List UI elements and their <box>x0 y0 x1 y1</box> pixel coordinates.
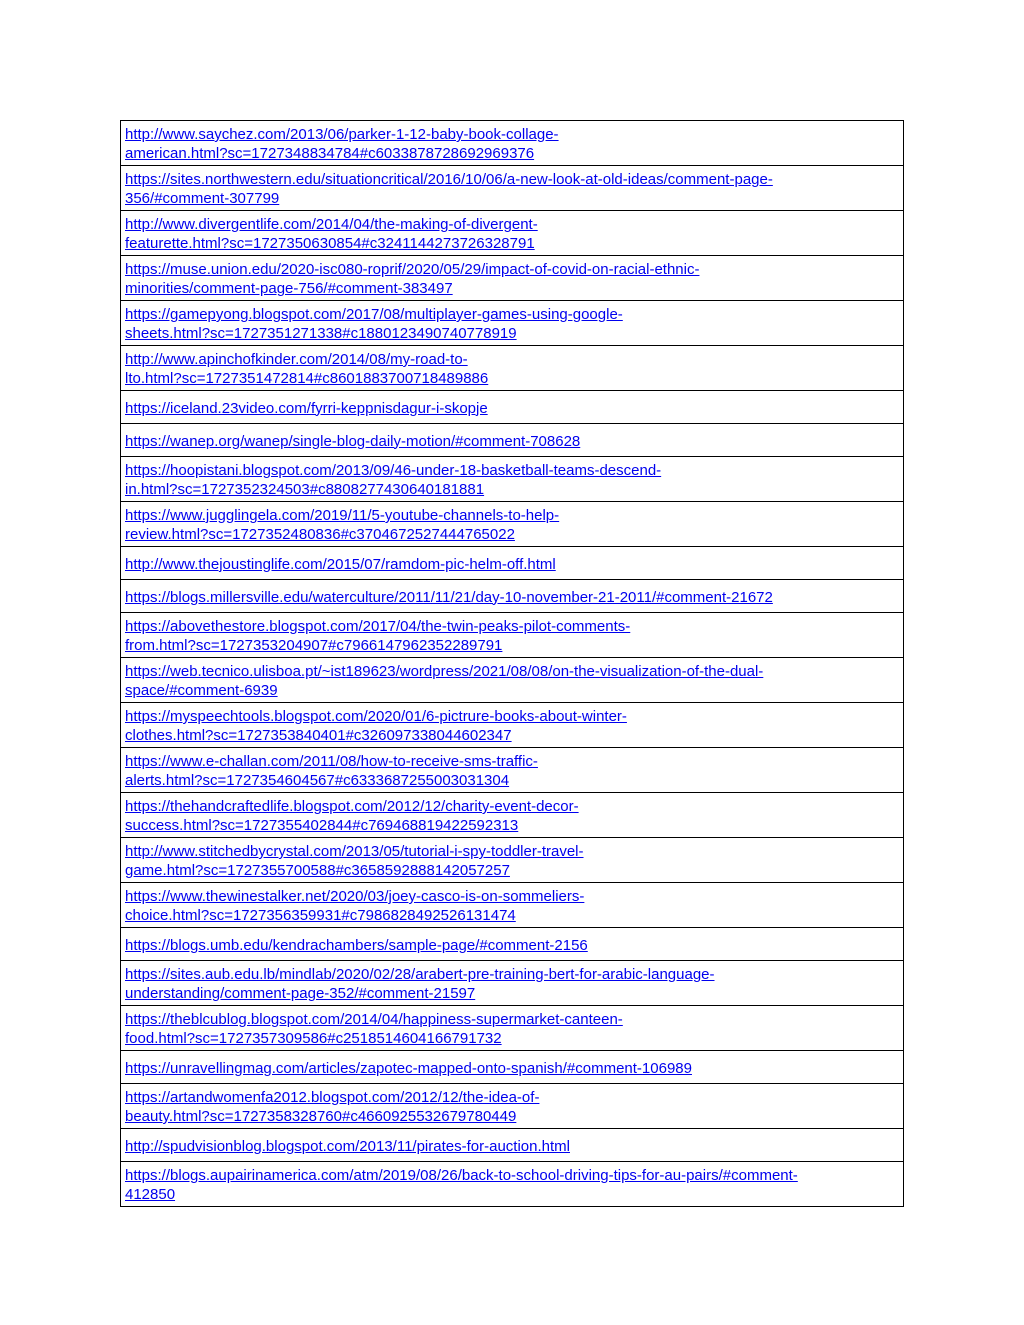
table-row <box>121 211 904 256</box>
url-link-line: sheets.html?sc=1727351271338#c1880123490740778919 <box>125 325 517 342</box>
url-link[interactable] <box>125 662 899 700</box>
url-link-line: http://www.saychez.com/2013/06/parker-1-12-baby-book-collage- <box>125 126 559 143</box>
table-row <box>121 391 904 424</box>
url-link[interactable] <box>125 797 899 835</box>
url-link-line: beauty.html?sc=1727358328760#c4660925532679780449 <box>125 1108 517 1125</box>
url-link[interactable] <box>125 965 899 1003</box>
table-cell <box>121 424 904 457</box>
table-cell <box>121 166 904 211</box>
table-row <box>121 424 904 457</box>
url-link-line: https://unravellingmag.com/articles/zapotec-mapped-onto-spanish/#comment-106989 <box>125 1059 692 1077</box>
url-link[interactable] <box>125 842 899 880</box>
table-row <box>121 1006 904 1051</box>
table-cell <box>121 1051 904 1084</box>
url-link-line: http://www.thejoustinglife.com/2015/07/ramdom-pic-helm-off.html <box>125 555 556 573</box>
url-link-line: american.html?sc=1727348834784#c6033878728692969376 <box>125 145 535 162</box>
link-table <box>120 120 904 1207</box>
url-link[interactable] <box>125 555 899 574</box>
table-row <box>121 613 904 658</box>
url-link[interactable] <box>125 260 899 298</box>
table-row <box>121 301 904 346</box>
url-link-line: https://thehandcraftedlife.blogspot.com/2012/12/charity-event-decor- <box>125 798 579 815</box>
url-link[interactable] <box>125 461 899 499</box>
url-link-line: https://blogs.millersville.edu/waterculture/2011/11/21/day-10-november-21-2011/#comment-21672 <box>125 588 773 606</box>
url-link-line: https://artandwomenfa2012.blogspot.com/2012/12/the-idea-of- <box>125 1089 540 1106</box>
table-cell <box>121 391 904 424</box>
table-cell <box>121 502 904 547</box>
url-link-line: https://web.tecnico.ulisboa.pt/~ist189623/wordpress/2021/08/08/on-the-visualization-of-the-dual- <box>125 663 764 680</box>
table-row <box>121 883 904 928</box>
table-cell <box>121 703 904 748</box>
table-row <box>121 1051 904 1084</box>
table-cell <box>121 457 904 502</box>
table-row <box>121 1084 904 1129</box>
table-cell <box>121 1162 904 1207</box>
url-link-line: http://spudvisionblog.blogspot.com/2013/11/pirates-for-auction.html <box>125 1137 570 1155</box>
table-row <box>121 1162 904 1207</box>
table-row <box>121 703 904 748</box>
url-link[interactable] <box>125 170 899 208</box>
table-row <box>121 121 904 166</box>
url-link[interactable] <box>125 215 899 253</box>
url-link-line: featurette.html?sc=1727350630854#c3241144273726328791 <box>125 235 535 252</box>
url-link-line: https://sites.northwestern.edu/situationcritical/2016/10/06/a-new-look-at-old-ideas/comment-page- <box>125 171 773 188</box>
url-link-line: https://blogs.aupairinamerica.com/atm/2019/08/26/back-to-school-driving-tips-for-au-pairs/#comment- <box>125 1167 798 1184</box>
url-link[interactable] <box>125 1137 899 1156</box>
url-link-line: in.html?sc=1727352324503#c8808277430640181881 <box>125 481 485 498</box>
url-link-line: http://www.divergentlife.com/2014/04/the-making-of-divergent- <box>125 216 538 233</box>
table-cell <box>121 1006 904 1051</box>
table-cell <box>121 658 904 703</box>
table-row <box>121 502 904 547</box>
url-link[interactable] <box>125 350 899 388</box>
url-link[interactable] <box>125 432 899 451</box>
url-link-line: from.html?sc=1727353204907#c7966147962352289791 <box>125 637 503 654</box>
url-link-line: https://wanep.org/wanep/single-blog-daily-motion/#comment-708628 <box>125 432 581 450</box>
url-link-line: success.html?sc=1727355402844#c769468819422592313 <box>125 817 519 834</box>
url-link-line: alerts.html?sc=1727354604567#c6333687255003031304 <box>125 772 510 789</box>
table-row <box>121 961 904 1006</box>
table-row <box>121 658 904 703</box>
url-link[interactable] <box>125 1059 899 1078</box>
table-cell <box>121 346 904 391</box>
url-link-line: understanding/comment-page-352/#comment-21597 <box>125 985 476 1002</box>
table-cell <box>121 748 904 793</box>
link-table-body <box>121 121 904 1207</box>
url-link-line: food.html?sc=1727357309586#c2518514604166791732 <box>125 1030 502 1047</box>
url-link-line: space/#comment-6939 <box>125 682 278 699</box>
table-cell <box>121 547 904 580</box>
table-row <box>121 1129 904 1162</box>
url-link-line: review.html?sc=1727352480836#c3704672527444765022 <box>125 526 515 543</box>
table-cell <box>121 793 904 838</box>
table-cell <box>121 1084 904 1129</box>
url-link[interactable] <box>125 399 899 418</box>
url-link-line: https://blogs.umb.edu/kendrachambers/sample-page/#comment-2156 <box>125 936 588 954</box>
url-link-line: https://gamepyong.blogspot.com/2017/08/multiplayer-games-using-google- <box>125 306 623 323</box>
url-link-line: https://hoopistani.blogspot.com/2013/09/46-under-18-basketball-teams-descend- <box>125 462 662 479</box>
url-link-line: https://muse.union.edu/2020-isc080-roprif/2020/05/29/impact-of-covid-on-racial-ethnic- <box>125 261 700 278</box>
url-link-line: lto.html?sc=1727351472814#c8601883700718489886 <box>125 370 489 387</box>
url-link-line: https://iceland.23video.com/fyrri-keppnisdagur-i-skopje <box>125 399 488 417</box>
table-cell <box>121 961 904 1006</box>
url-link-line: https://abovethestore.blogspot.com/2017/04/the-twin-peaks-pilot-comments- <box>125 618 631 635</box>
table-cell <box>121 256 904 301</box>
table-row <box>121 457 904 502</box>
url-link-line: http://www.apinchofkinder.com/2014/08/my-road-to- <box>125 351 468 368</box>
url-link-line: https://www.e-challan.com/2011/08/how-to-receive-sms-traffic- <box>125 753 538 770</box>
table-cell <box>121 211 904 256</box>
url-link[interactable] <box>125 125 899 163</box>
table-row <box>121 166 904 211</box>
url-link-line: https://sites.aub.edu.lb/mindlab/2020/02/28/arabert-pre-training-bert-for-arabic-language- <box>125 966 715 983</box>
table-cell <box>121 883 904 928</box>
url-link[interactable] <box>125 1166 899 1204</box>
table-row <box>121 838 904 883</box>
table-row <box>121 793 904 838</box>
table-cell <box>121 928 904 961</box>
url-link[interactable] <box>125 936 899 955</box>
table-row <box>121 346 904 391</box>
url-link[interactable] <box>125 752 899 790</box>
table-row <box>121 928 904 961</box>
url-link-line: 356/#comment-307799 <box>125 190 280 207</box>
url-link[interactable] <box>125 1088 899 1126</box>
url-link[interactable] <box>125 887 899 925</box>
table-row <box>121 256 904 301</box>
table-cell <box>121 301 904 346</box>
url-link[interactable] <box>125 305 899 343</box>
url-link-line: https://theblcublog.blogspot.com/2014/04/happiness-supermarket-canteen- <box>125 1011 623 1028</box>
table-cell <box>121 121 904 166</box>
table-row <box>121 580 904 613</box>
url-link-line: https://www.thewinestalker.net/2020/03/joey-casco-is-on-sommeliers- <box>125 888 585 905</box>
table-row <box>121 748 904 793</box>
url-link-line: http://www.stitchedbycrystal.com/2013/05/tutorial-i-spy-toddler-travel- <box>125 843 584 860</box>
table-row <box>121 547 904 580</box>
table-cell <box>121 1129 904 1162</box>
url-link-line: https://www.jugglingela.com/2019/11/5-youtube-channels-to-help- <box>125 507 560 524</box>
url-link[interactable] <box>125 588 899 607</box>
url-link[interactable] <box>125 1010 899 1048</box>
url-link-line: clothes.html?sc=1727353840401#c326097338044602347 <box>125 727 512 744</box>
table-cell <box>121 580 904 613</box>
table-cell <box>121 838 904 883</box>
url-link-line: https://myspeechtools.blogspot.com/2020/01/6-pictrure-books-about-winter- <box>125 708 627 725</box>
url-link-line: game.html?sc=1727355700588#c3658592888142057257 <box>125 862 510 879</box>
url-link-line: 412850 <box>125 1186 176 1203</box>
url-link[interactable] <box>125 506 899 544</box>
url-link[interactable] <box>125 707 899 745</box>
table-cell <box>121 613 904 658</box>
url-link-line: minorities/comment-page-756/#comment-383497 <box>125 280 453 297</box>
url-link[interactable] <box>125 617 899 655</box>
url-link-line: choice.html?sc=1727356359931#c7986828492526131474 <box>125 907 516 924</box>
